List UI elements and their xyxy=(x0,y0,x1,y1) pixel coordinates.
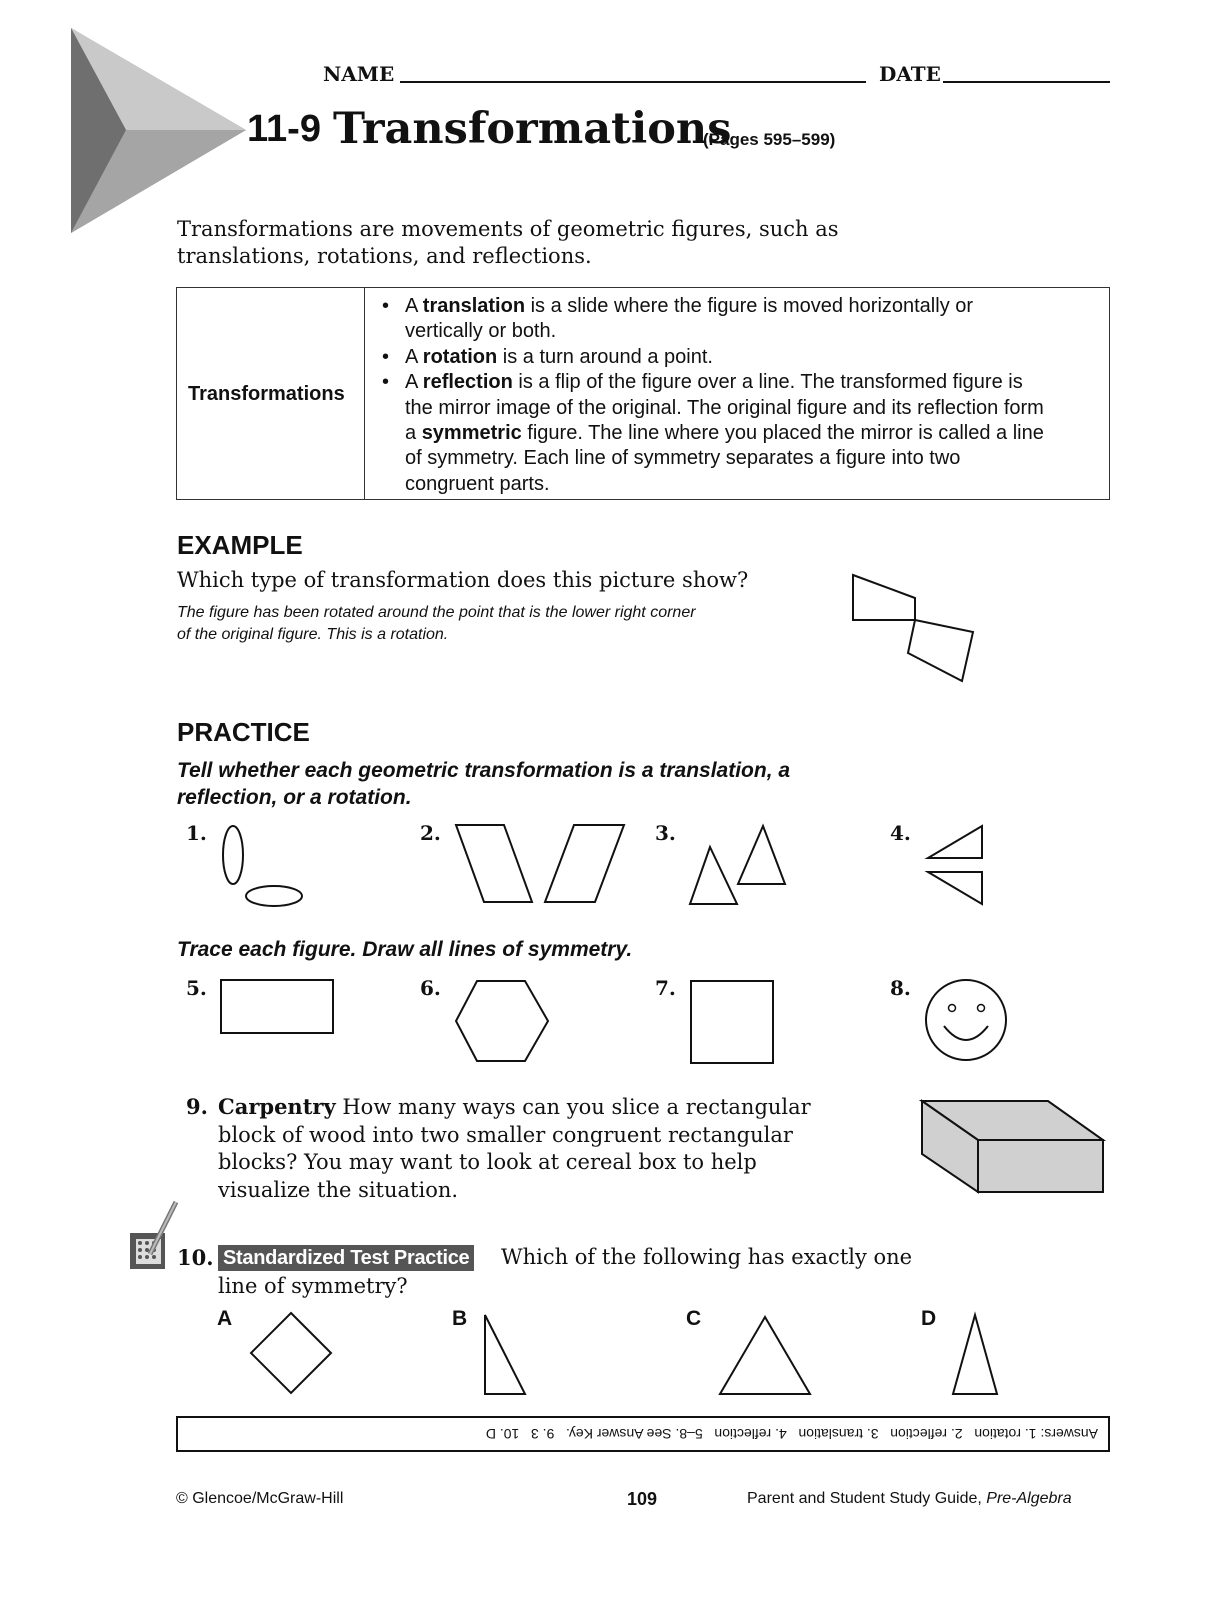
date-label: DATE xyxy=(879,62,941,86)
problem-number-8: 8. xyxy=(890,976,911,1000)
problem-number-1: 1. xyxy=(186,821,207,845)
question-10-line-1: Which of the following has exactly one xyxy=(501,1245,913,1269)
test-practice-icon xyxy=(128,1198,180,1273)
figure-2-parallelograms xyxy=(452,822,632,912)
problem-number-5: 5. xyxy=(186,976,207,1000)
practice-heading: PRACTICE xyxy=(177,717,310,747)
figure-4-triangles xyxy=(925,822,995,912)
answers-box xyxy=(176,1416,1110,1452)
example-question: Which type of transformation does this picture show? xyxy=(177,568,749,592)
example-answer xyxy=(177,602,696,646)
bullet-reflection: • A reflection is a flip of the figure over a line. The transformed figure is the mirror image of the original. The original figure and its reflection form a symmetric figure. The line where you placed the mirror is called a line of symmetry. Each line of symmetry separates a figure into two congruent parts. xyxy=(382,371,1044,495)
option-d-label[interactable]: D xyxy=(921,1307,937,1330)
option-c-label[interactable]: C xyxy=(686,1307,702,1330)
question-10-number: 10. xyxy=(177,1245,214,1270)
footer-book-title: Parent and Student Study Guide, Pre-Algebra xyxy=(747,1490,1072,1507)
name-line[interactable] xyxy=(400,81,866,83)
definitions-list xyxy=(382,294,1102,497)
standardized-test-badge: Standardized Test Practice xyxy=(218,1245,474,1271)
problem-number-2: 2. xyxy=(420,821,441,845)
problem-number-7: 7. xyxy=(655,976,676,1000)
problem-number-3: 3. xyxy=(655,821,676,845)
option-a-label[interactable]: A xyxy=(217,1307,233,1330)
practice-instruction-1: Tell whether each geometric transformation is a translation, a reflection, or a rotation. xyxy=(177,759,791,809)
bullet-rotation: • A rotation is a turn around a point. xyxy=(382,345,713,368)
table-term: Transformations xyxy=(188,383,345,405)
footer-page-number: 109 xyxy=(627,1489,658,1509)
lesson-number: 11-9 xyxy=(247,108,321,150)
option-c-equilateral-triangle[interactable] xyxy=(718,1314,818,1404)
option-b-right-triangle[interactable] xyxy=(482,1312,532,1402)
example-heading: EXAMPLE xyxy=(177,530,303,560)
example-answer-line-1: The figure has been rotated around the point that is the lower right corner xyxy=(177,604,696,621)
figure-5-rectangle[interactable] xyxy=(220,979,340,1039)
figure-8-smiley[interactable] xyxy=(924,978,1014,1068)
definitions-table xyxy=(176,287,1110,500)
bullet-translation: • A translation is a slide where the figure is moved horizontally or vertically or both. xyxy=(382,295,974,343)
table-divider xyxy=(364,288,365,499)
corner-triangle-graphic xyxy=(71,28,246,233)
footer-copyright: © Glencoe/McGraw-Hill xyxy=(176,1490,344,1507)
problem-number-4: 4. xyxy=(890,821,911,845)
option-d-isosceles-triangle[interactable] xyxy=(951,1312,1006,1402)
example-answer-line-2: of the original figure. This is a rotation. xyxy=(177,626,449,643)
practice-instruction-2: Trace each figure. Draw all lines of symmetry. xyxy=(177,938,633,961)
option-b-label[interactable]: B xyxy=(452,1307,468,1330)
question-9-topic: Carpentry xyxy=(218,1094,336,1119)
figure-1-ellipses xyxy=(215,822,315,922)
wood-block-figure xyxy=(920,1098,1110,1198)
question-9-number: 9. xyxy=(186,1094,208,1119)
option-a-diamond[interactable] xyxy=(248,1310,338,1400)
question-9: 9. Carpentry How many ways can you slice a rectangular block of wood into two smaller congruent rectangular blocks? You may want to look at cereal box to help visualize the situation. xyxy=(186,1094,811,1202)
intro-line-2: translations, rotations, and reflections. xyxy=(177,244,592,268)
page-title: Transformations xyxy=(333,104,732,154)
figure-7-square[interactable] xyxy=(690,980,780,1070)
intro-line-1: Transformations are movements of geometric figures, such as xyxy=(177,217,839,241)
page-range: (Pages 595–599) xyxy=(703,130,836,149)
answers-text: Answers: 1. rotation 2. reflection 3. translation 4. reflection 5–8. See Answer Key. 9. 3 10. D xyxy=(485,1426,1098,1442)
figure-3-triangles xyxy=(688,822,798,912)
intro-text xyxy=(177,216,839,270)
figure-6-hexagon[interactable] xyxy=(453,978,553,1068)
question-10-line-2: line of symmetry? xyxy=(218,1274,408,1298)
name-label: NAME xyxy=(323,62,395,86)
problem-number-6: 6. xyxy=(420,976,441,1000)
date-line[interactable] xyxy=(943,81,1110,83)
example-rotation-figure xyxy=(845,570,985,690)
